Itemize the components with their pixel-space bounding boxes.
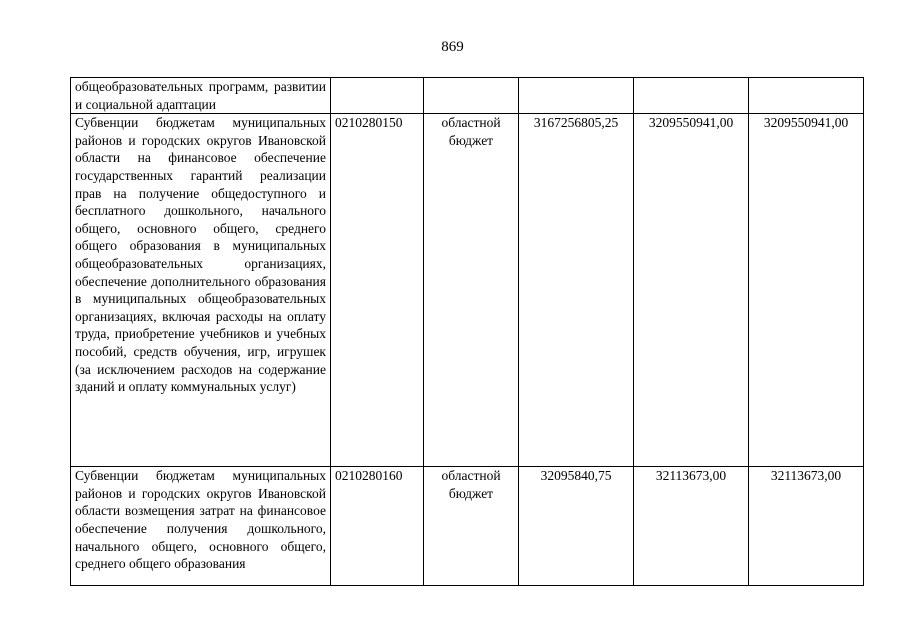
table-row xyxy=(71,467,864,586)
amount-year-3-cell: 3209550941,00 xyxy=(749,114,864,467)
target-code-cell xyxy=(331,78,424,114)
amount-year-2-cell: 32113673,00 xyxy=(634,467,749,586)
program-name-cell: Субвенции бюджетам муниципальных районов и городских округов Ивановской области на финансовое обеспечение государственных гарантий реализации прав на получение общедоступного и бесплатного дошкольного, начального общего, основного общего, среднего общего образования в муниципальных общеобразовательных организациях, обеспечение дополнительного образования в муниципальных общеобразовательных организациях, включая расходы на оплату труда, приобретение учебников и учебных пособий, средств обучения, игр, игрушек (за исключением расходов на содержание зданий и оплату коммунальных услуг) xyxy=(71,114,331,467)
page-number: 869 xyxy=(441,39,464,55)
amount-year-2-cell xyxy=(634,78,749,114)
amount-year-1-cell: 32095840,75 xyxy=(519,467,634,586)
amount-year-2-cell: 3209550941,00 xyxy=(634,114,749,467)
amount-year-1-cell: 3167256805,25 xyxy=(519,114,634,467)
table-row xyxy=(71,114,864,467)
funding-source-cell: областной бюджет xyxy=(424,467,519,586)
funding-source-cell xyxy=(424,78,519,114)
funding-source-cell: областной бюджет xyxy=(424,114,519,467)
target-code-cell: 0210280150 xyxy=(331,114,424,467)
program-name-cell: Субвенции бюджетам муниципальных районов и городских округов Ивановской области возмещения затрат на финансовое обеспечение получения дошкольного, начального общего, основного общего, среднего общего образования xyxy=(71,467,331,586)
amount-year-3-cell: 32113673,00 xyxy=(749,467,864,586)
table-row xyxy=(71,78,864,114)
amount-year-1-cell xyxy=(519,78,634,114)
budget-table xyxy=(70,77,864,586)
program-name-cell: общеобразовательных программ, развитии и социальной адаптации xyxy=(71,78,331,114)
amount-year-3-cell xyxy=(749,78,864,114)
target-code-cell: 0210280160 xyxy=(331,467,424,586)
